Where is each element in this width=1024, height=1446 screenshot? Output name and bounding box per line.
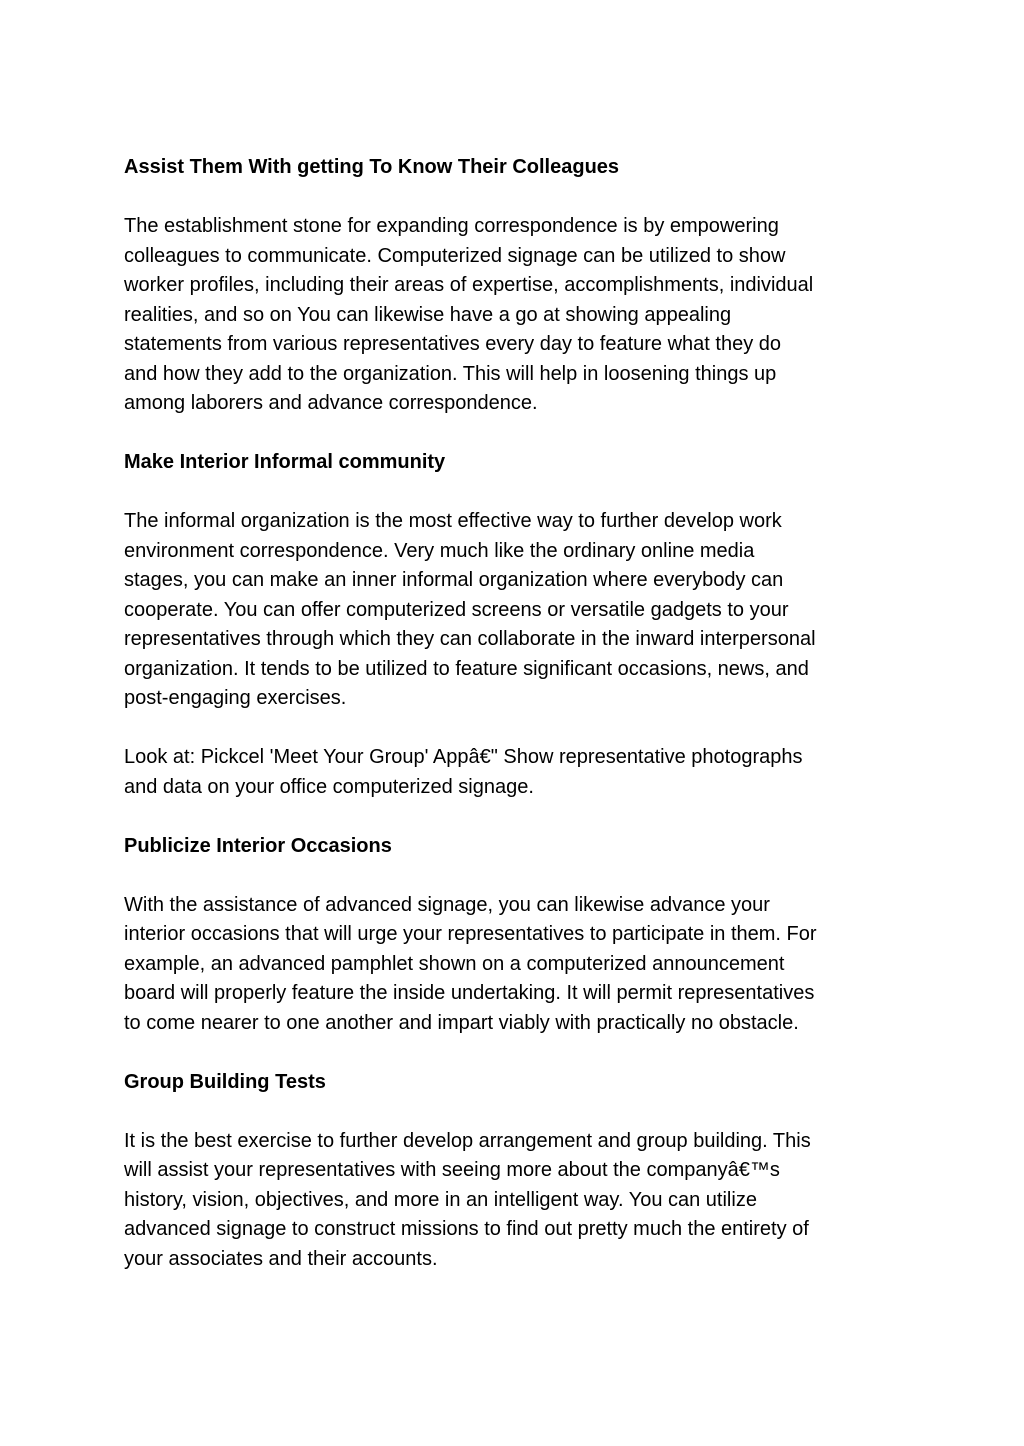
spacer xyxy=(124,183,914,213)
spacer xyxy=(124,714,914,744)
section-heading: Assist Them With getting To Know Their Colleagues xyxy=(124,156,620,178)
section-heading: Group Building Tests xyxy=(124,1070,326,1093)
paragraph: It is the best exercise to further develop arrangement and group building. This will assist your representatives with seeing more about the companyâ€™s history, vision, objectives, and more in an intelligent way. You can utilize advanced signage to construct missions to find out pretty much the entirety of your associates and their accounts. xyxy=(124,1129,811,1270)
paragraph: The establishment stone for expanding correspondence is by empowering colleagues to communicate. Computerized signage can be utilized to show worker profiles, including their areas of expertise, accomplishments, individual realities, and so on You can likewise have a go at showing appealing statements from various representatives every day to feature what they do and how they add to the organization. This will help in loosening things up among laborers and advance correspondence. xyxy=(124,215,814,414)
paragraph: The informal organization is the most effective way to further develop work environment correspondence. Very much like the ordinary online media stages, you can make an inner informal organization where everybody can cooperate. You can offer computerized screens or versatile gadgets to your representatives through which they can collaborate in the inward interpersonal organization. It tends to be utilized to feature significant occasions, news, and post-engaging exercises. xyxy=(124,510,816,709)
spacer xyxy=(124,861,914,891)
paragraph: Look at: Pickcel 'Meet Your Group' Appâ€" Show representative photographs and data on your office computerized signage. xyxy=(124,746,803,798)
spacer xyxy=(124,478,914,508)
spacer xyxy=(124,1038,914,1068)
section-heading: Make Interior Informal community xyxy=(124,451,446,473)
paragraph: With the assistance of advanced signage, you can likewise advance your interior occasions that will urge your representatives to participate in them. For example, an advanced pamphlet shown on a computerized announcement board will properly feature the inside undertaking. It will permit representatives to come nearer to one another and impart viably with practically no obstacle. xyxy=(124,893,817,1034)
document-page xyxy=(124,153,914,1274)
spacer xyxy=(124,1097,914,1127)
spacer xyxy=(124,419,914,449)
spacer xyxy=(124,802,914,832)
section-heading: Publicize Interior Occasions xyxy=(124,834,392,857)
